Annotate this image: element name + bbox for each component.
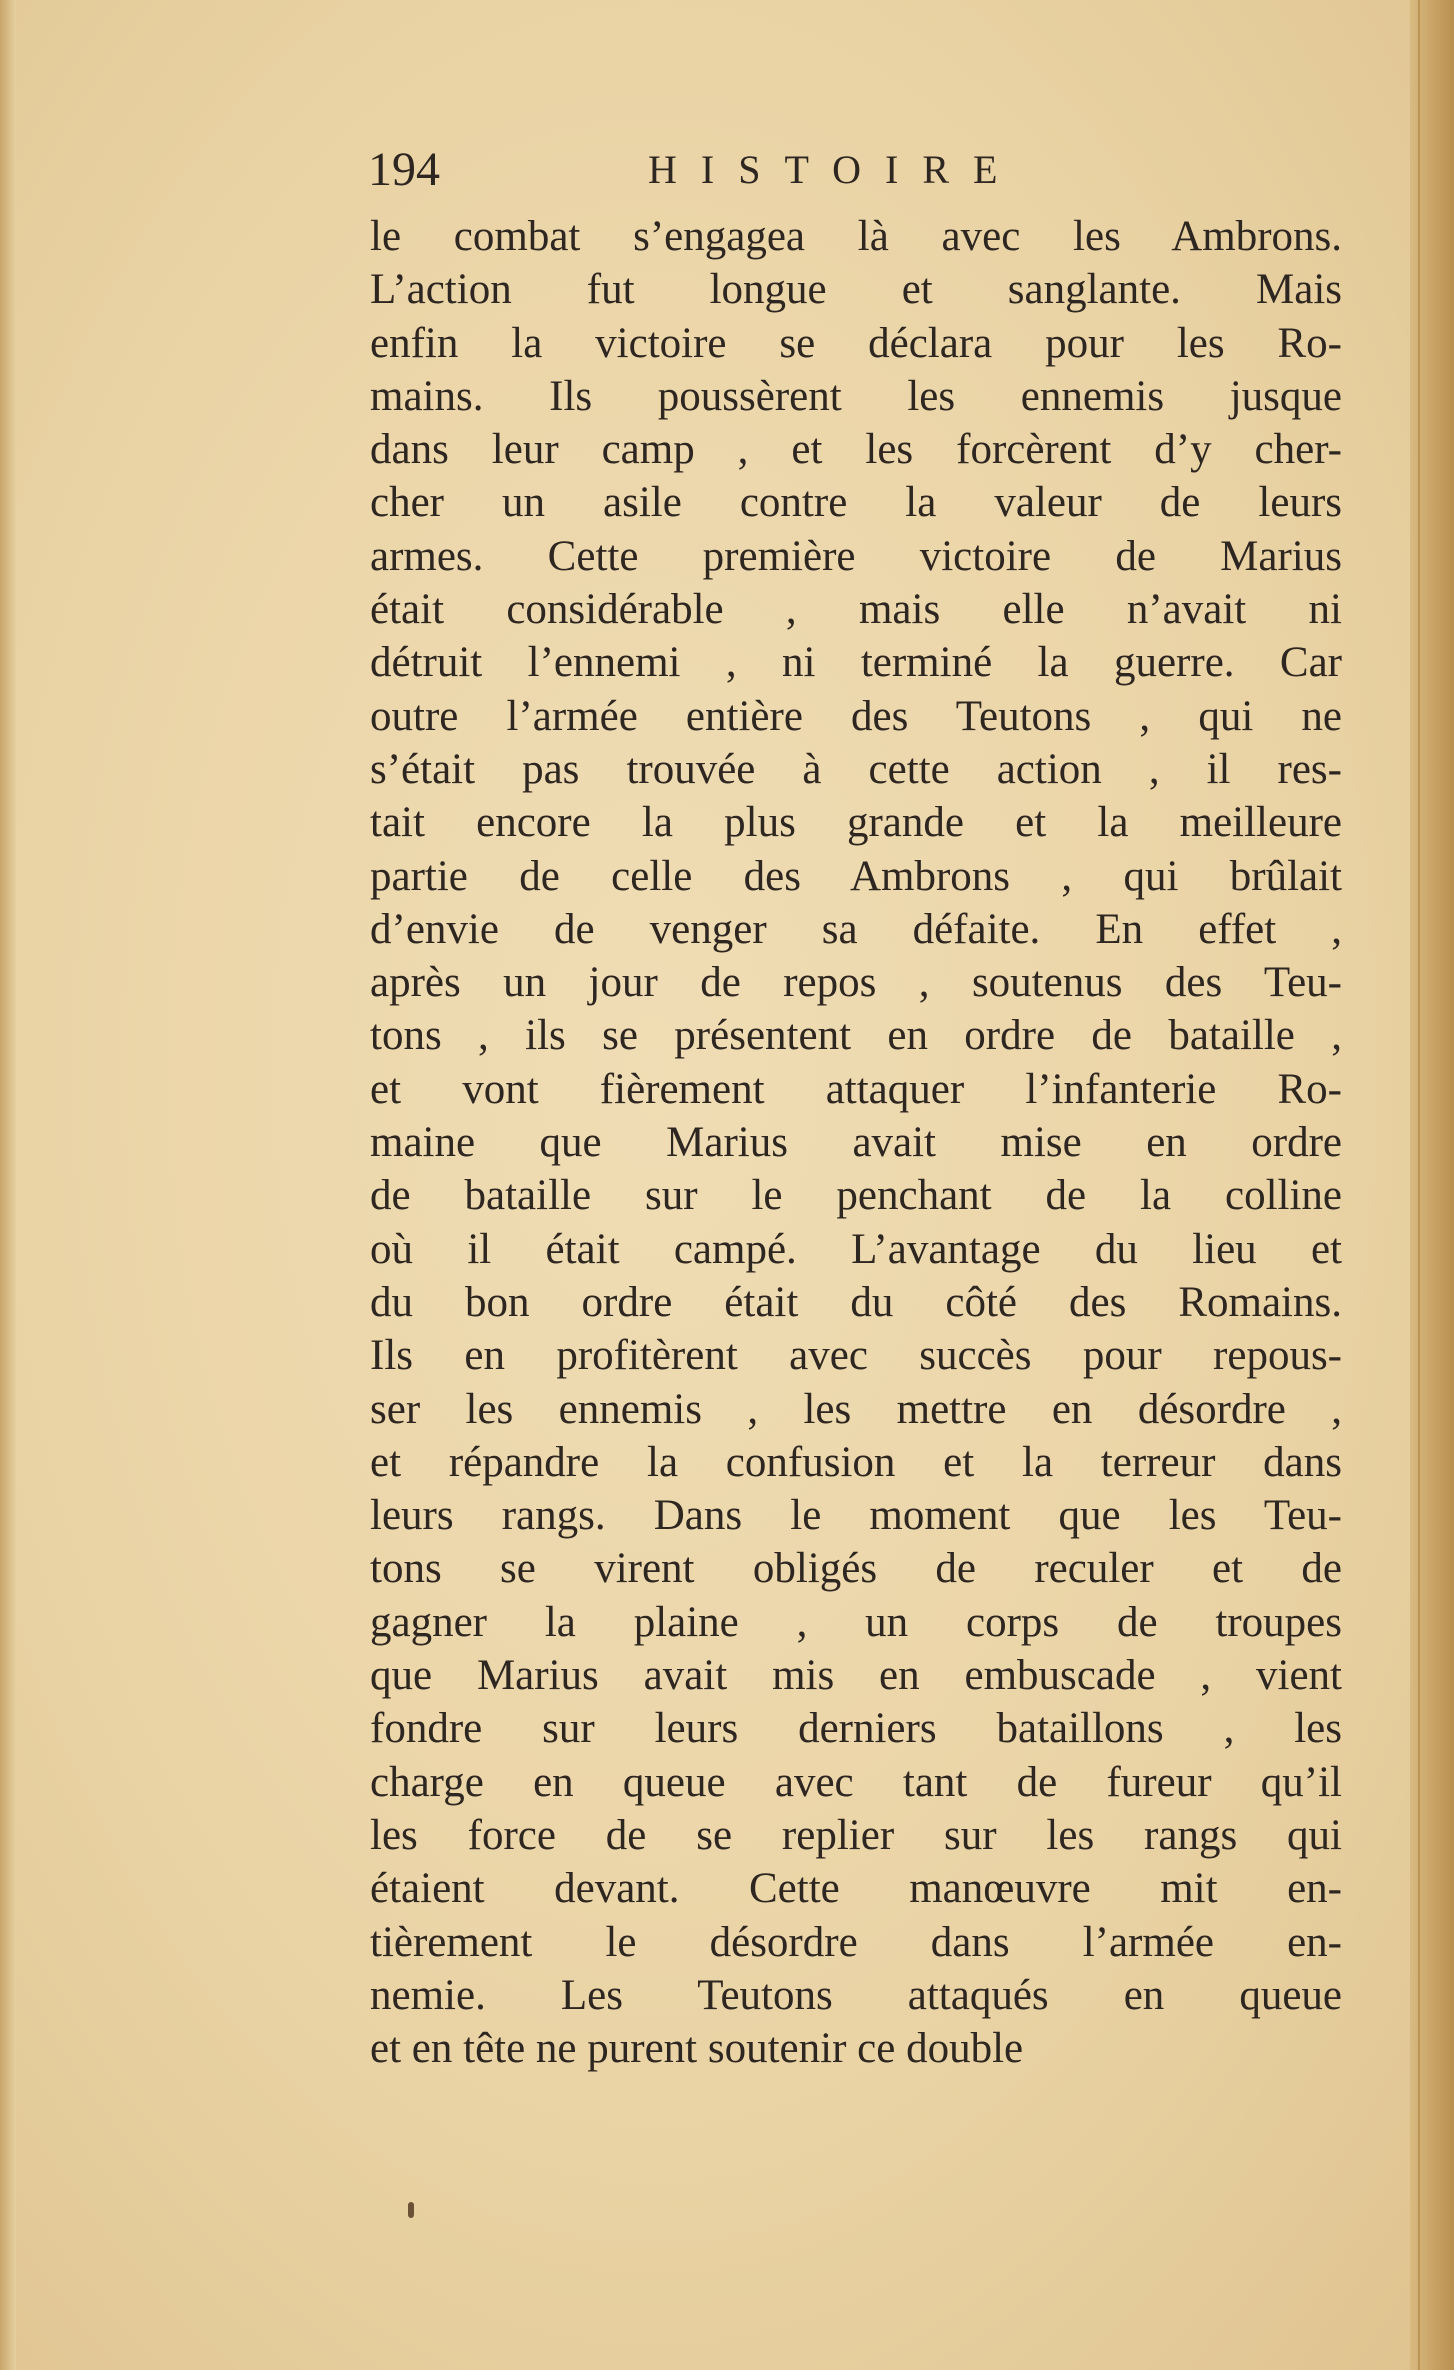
header-title: HISTOIRE xyxy=(648,147,1022,192)
text-line: après un jour de repos , soutenus des Teu- xyxy=(370,959,1342,1007)
text-line: leurs rangs. Dans le moment que les Teu- xyxy=(370,1492,1342,1540)
text-line: le combat s’engagea là avec les Ambrons. xyxy=(370,213,1342,260)
page-number: 194 xyxy=(368,143,440,196)
text-line: du bon ordre était du côté des Romains. xyxy=(370,1278,1342,1326)
text-line: étaient devant. Cette manœuvre mit en- xyxy=(370,1865,1342,1913)
text-line: tait encore la plus grande et la meilleure xyxy=(370,799,1342,847)
page-binding-edge xyxy=(1410,0,1454,2370)
text-line: armes. Cette première victoire de Marius xyxy=(370,532,1342,580)
text-line: d’envie de venger sa défaite. En effet , xyxy=(370,905,1342,953)
text-line: cher un asile contre la valeur de leurs xyxy=(370,479,1342,527)
text-line: que Marius avait mis en embuscade , vient xyxy=(370,1652,1342,1700)
text-line: tièrement le désordre dans l’armée en- xyxy=(370,1918,1342,1966)
text-line: s’était pas trouvée à cette action , il res- xyxy=(370,745,1342,793)
text-line: tons se virent obligés de reculer et de xyxy=(370,1545,1342,1593)
text-line: tons , ils se présentent en ordre de bataille , xyxy=(370,1012,1342,1060)
text-line: charge en queue avec tant de fureur qu’il xyxy=(370,1758,1342,1806)
text-line: détruit l’ennemi , ni terminé la guerre. Car xyxy=(370,639,1342,687)
text-line: où il était campé. L’avantage du lieu et xyxy=(370,1225,1342,1273)
text-line: L’action fut longue et sanglante. Mais xyxy=(370,266,1342,314)
text-line: et vont fièrement attaquer l’infanterie Ro- xyxy=(370,1065,1342,1113)
text-line: outre l’armée entière des Teutons , qui ne xyxy=(370,692,1342,740)
text-line: enfin la victoire se déclara pour les Ro- xyxy=(370,319,1342,367)
page-fold-line xyxy=(1418,0,1420,2370)
text-line: partie de celle des Ambrons , qui brûlait xyxy=(370,852,1342,900)
text-line: maine que Marius avait mise en ordre xyxy=(370,1119,1342,1167)
ink-speck xyxy=(408,2202,414,2218)
text-line: ser les ennemis , les mettre en désordre , xyxy=(370,1385,1342,1433)
text-line: Ils en profitèrent avec succès pour repous- xyxy=(370,1332,1342,1380)
text-line: fondre sur leurs derniers bataillons , les xyxy=(370,1705,1342,1753)
text-line: les force de se replier sur les rangs qui xyxy=(370,1811,1342,1859)
text-line: était considérable , mais elle n’avait ni xyxy=(370,586,1342,634)
text-line: nemie. Les Teutons attaqués en queue xyxy=(370,1971,1342,2019)
text-line: et répandre la confusion et la terreur dans xyxy=(370,1438,1342,1486)
text-line: mains. Ils poussèrent les ennemis jusque xyxy=(370,372,1342,420)
text-line: gagner la plaine , un corps de troupes xyxy=(370,1598,1342,1646)
body-text xyxy=(370,210,1350,2075)
page-left-edge xyxy=(0,0,16,2370)
running-head xyxy=(368,140,1088,200)
text-line: de bataille sur le penchant de la colline xyxy=(370,1172,1342,1220)
text-line: et en tête ne purent soutenir ce double xyxy=(370,2025,1024,2073)
text-line: dans leur camp , et les forcèrent d’y cher- xyxy=(370,426,1342,474)
